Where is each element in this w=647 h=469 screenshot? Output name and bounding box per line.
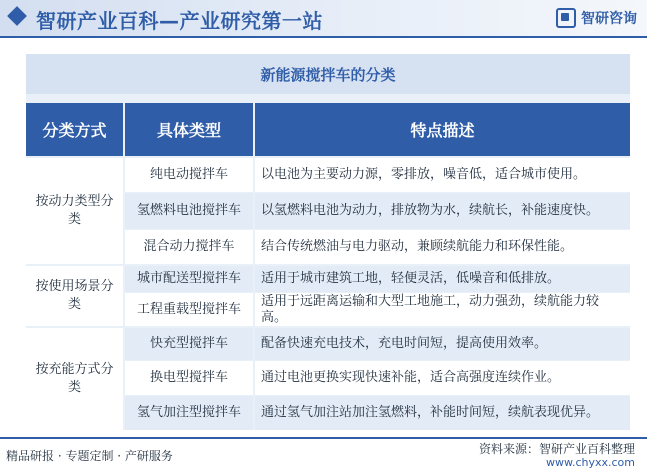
table-row-desc: 通过氢气加注站加注氢燃料，补能时间短，续航表现优异。 (255, 396, 630, 430)
table-row-desc: 适用于远距离运输和大型工地施工，动力强劲，续航能力较高。 (255, 293, 630, 326)
table-title: 新能源搅拌车的分类 (26, 54, 630, 94)
group-label-scenario: 按使用场景分类 (26, 266, 123, 326)
table-row-desc: 以氢燃料电池为动力，排放物为水，续航长，补能速度快。 (255, 193, 630, 229)
table-row-desc: 配备快速充电技术，充电时间短，提高使用效率。 (255, 328, 630, 360)
table-row-desc: 以电池为主要动力源，零排放，噪音低，适合城市使用。 (255, 158, 630, 192)
website-link[interactable]: www.chyxx.com (545, 456, 635, 469)
table-row-desc: 结合传统燃油与电力驱动，兼顾续航能力和环保性能。 (255, 230, 630, 264)
brand-logo-icon (556, 8, 576, 28)
diamond-icon (7, 6, 27, 26)
table-row-type: 氢气加注型搅拌车 (125, 396, 253, 430)
page-header (0, 0, 647, 38)
brand (556, 8, 637, 28)
column-header-description: 特点描述 (255, 103, 630, 156)
table-row-type: 换电型搅拌车 (125, 361, 253, 395)
group-label-power: 按动力类型分类 (26, 158, 123, 264)
brand-name: 智研咨询 (581, 11, 637, 27)
classification-table (26, 54, 630, 430)
column-header-method: 分类方式 (26, 103, 123, 156)
table-row-type: 混合动力搅拌车 (125, 230, 253, 264)
column-header-type: 具体类型 (125, 103, 253, 156)
table-row-type: 纯电动搅拌车 (125, 158, 253, 192)
table-row-desc: 适用于城市建筑工地，轻便灵活，低噪音和低排放。 (255, 266, 630, 292)
group-label-charging: 按充能方式分类 (26, 328, 123, 430)
table-row-type: 快充型搅拌车 (125, 328, 253, 360)
table-row-desc: 通过电池更换实现快速补能，适合高强度连续作业。 (255, 361, 630, 395)
source-note: 资料来源：智研产业百科整理 (478, 442, 635, 456)
footer-services: 精品研报 · 专题定制 · 产研服务 (6, 449, 173, 463)
table-row-type: 工程重载型搅拌车 (125, 293, 253, 326)
page-footer (0, 437, 647, 469)
table-row-type: 城市配送型搅拌车 (125, 266, 253, 292)
table-row-type: 氢燃料电池搅拌车 (125, 193, 253, 229)
header-title: 智研产业百科—产业研究第一站 (36, 9, 323, 33)
